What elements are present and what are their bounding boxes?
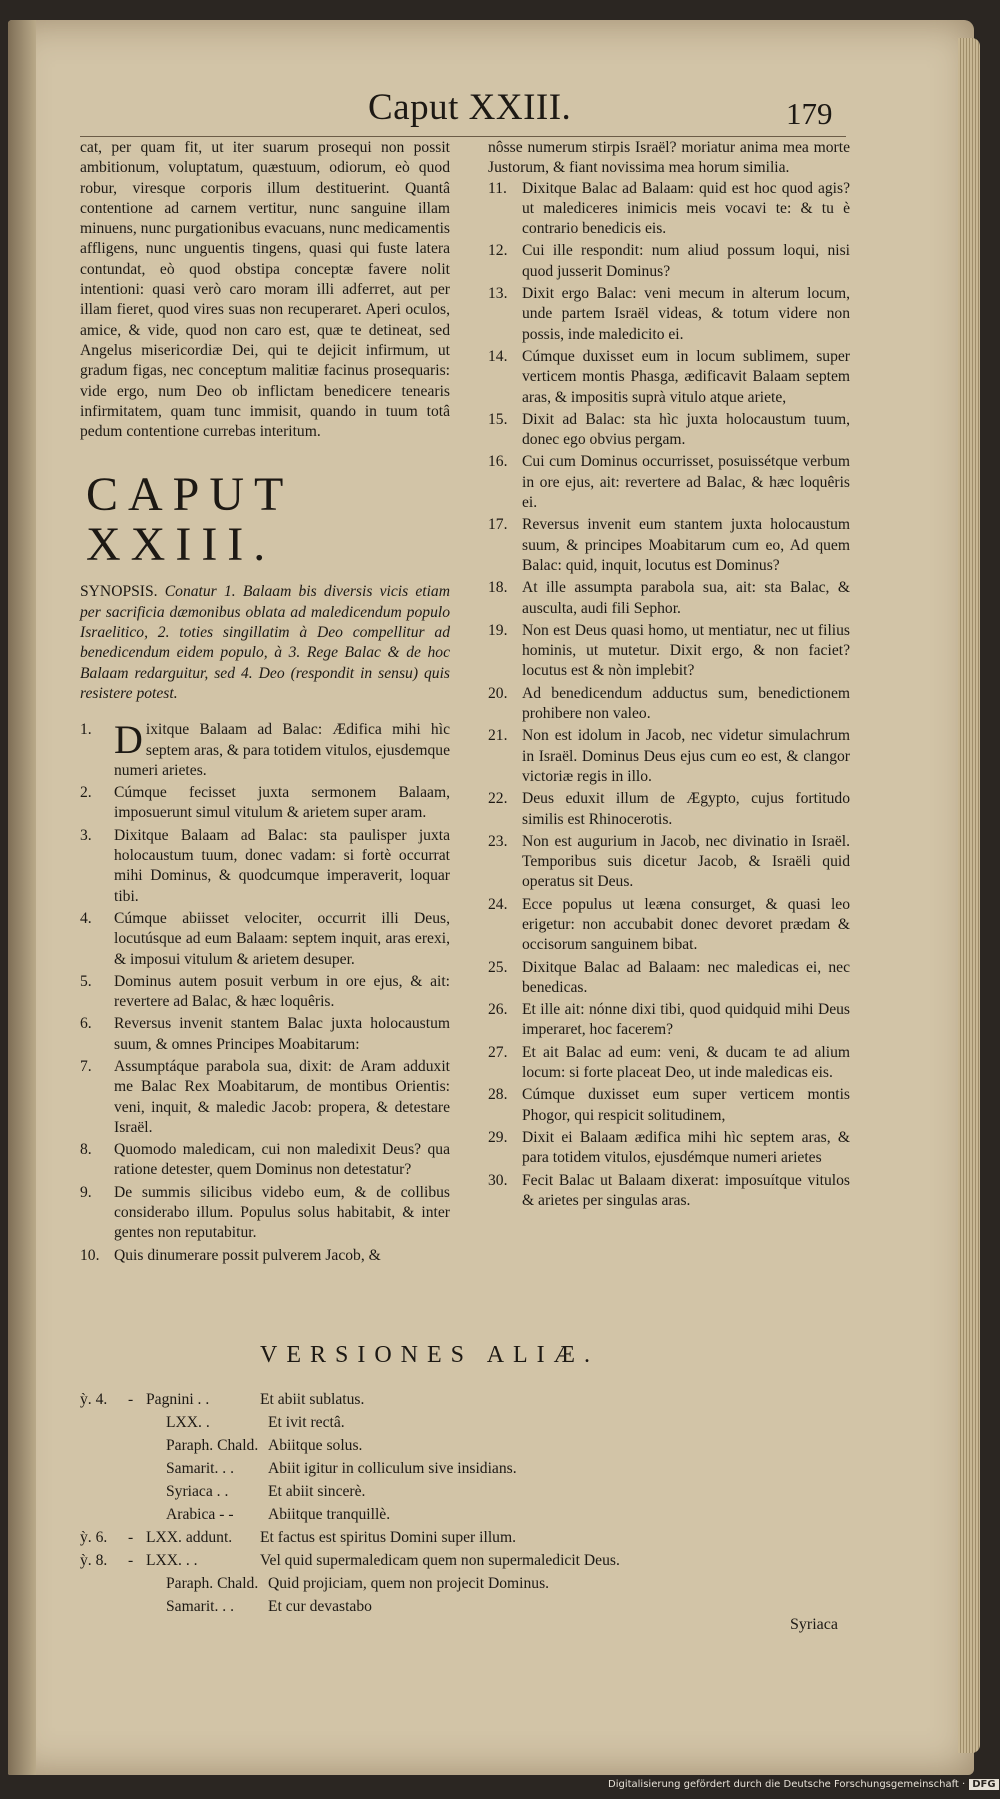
version-verse: ỳ. 4. [80,1391,108,1408]
version-source: Paraph. Chald. [166,1575,259,1592]
version-row [80,1411,860,1434]
version-verse: ỳ. 6. [80,1529,108,1546]
versions-table [80,1388,860,1618]
verse-number: 23. [488,832,508,850]
version-text: Et abiit sublatus. [260,1391,365,1408]
version-row [80,1434,860,1457]
verse-text: Deus eduxit illum de Ægypto, cujus fortitudo similis est Rhinocerotis. [522,790,850,828]
verse-number: 1. [80,721,92,739]
verse [488,1128,850,1169]
verse-text: Dixitque Balaam ad Balac: sta paulisper juxta holocaustum tuum, donec vadam: si fortè occurrat mihi Dominus, & quodcumque imperaverit, loquar tibi. [114,826,450,905]
verse-number: 19. [488,621,508,639]
version-row [80,1549,860,1572]
verse-number: 3. [80,826,92,844]
verse-text: Dixit ei Balaam ædifica mihi hìc septem aras, & para totidem vitulos, ejusdémque numeri arietes [522,1128,850,1167]
version-row [80,1480,860,1503]
verse-number: 24. [488,895,508,913]
verse-text: Cúmque duxisset eum super verticem montis Phogor, qui respicit solitudinem, [522,1086,850,1124]
verse-text: Dixitque Balac ad Balaam: quid est hoc quod agis? ut malediceres inimicis meis vocavi te: & tu è contrario benedicis eis. [522,179,850,238]
verse-number: 28. [488,1086,508,1104]
verse [488,726,850,787]
version-row [80,1572,860,1595]
version-text: Et abiit sincerè. [268,1483,366,1500]
verse [80,1140,450,1181]
version-row [80,1526,860,1549]
verse-text: Cui cum Dominus occurrisset, posuissétque verbum in ore ejus, ait: revertere ad Balac, & hæc loquêris ei. [522,453,850,512]
verse-text: Dixitque Balac ad Balaam: nec maledicas ei, nec benedicas. [522,958,850,996]
verse-text: Quomodo maledicam, cui non maledixit Deus? qua ratione detester, quem Dominus non detestatur? [114,1141,450,1179]
version-text: Quid projiciam, quem non projecit Dominus. [268,1575,550,1592]
verse-number: 5. [80,972,92,990]
verse-number: 7. [80,1057,92,1075]
verse-text: Dominus autem posuit verbum in ore ejus, & ait: revertere ad Balac, & hæc loquêris. [114,972,450,1011]
version-row [80,1388,860,1411]
verse-number: 21. [488,727,508,745]
version-source: LXX. addunt. [146,1529,233,1546]
verse-number: 27. [488,1043,508,1061]
version-dash: - [128,1391,134,1408]
verse-number: 22. [488,790,508,808]
verse-text: Ad benedicendum adductus sum, benedictionem prohibere non valeo. [522,684,850,723]
verse [80,783,450,824]
chapter-heading: CAPUT XXIII. [86,468,293,572]
version-verse: ỳ. 8. [80,1552,108,1569]
verse-number: 16. [488,453,508,471]
verse-text: Non est augurium in Jacob, nec divinatio in Israël. Temporibus suis dicetur Jacob, & Israëli quid operatus sit Deus. [522,832,850,891]
verse-text: Ecce populus ut leæna consurget, & quasi leo erigetur: non accubabit donec devoret prædam & occisorum sanguinem bibat. [522,895,850,954]
verse-text: Cúmque duxisset eum in locum sublimem, super verticem montis Phasga, ædificavit Balaam septem aras, & impositis suprà vitulo atque ariete, [522,347,850,406]
verse [80,972,450,1013]
verse [80,1057,450,1138]
verse-text: De summis silicibus videbo eum, & de collibus considerabo illum. Populus solus habitabit, & inter gentes non reputabitur. [114,1183,450,1242]
verse-number: 9. [80,1183,92,1201]
verse [80,826,450,907]
verse [488,684,850,725]
verse [488,1085,850,1126]
left-column [80,138,450,1268]
right-column [488,138,850,1213]
verse-number: 10. [80,1246,100,1264]
version-row [80,1503,860,1526]
verse-text: Reversus invenit eum stantem juxta holocaustum suum, & principes Moabitarum cum eo, Ad quem Balac: quid, inquit, locutus est Dominus? [522,516,850,574]
page-edges [958,38,980,1753]
dfg-logo: DFG [969,1779,998,1790]
verse-text: Et ait Balac ad eum: veni, & ducam te ad alium locum: si forte placeat Deo, ut inde maledicas eis. [522,1043,850,1082]
verse [488,410,850,451]
version-source: Samarit. . . [166,1460,234,1477]
verse-number: 26. [488,1001,508,1019]
verse-number: 17. [488,516,508,534]
version-dash: - [128,1552,134,1569]
verse-text: ixitque Balaam ad Balac: Ædifica mihi hìc septem aras, & para totidem vitulos, ejusdemque numeri arietes. [114,721,450,779]
verse-text: Dixit ergo Balac: veni mecum in alterum locum, unde partem Israël videas, & totum videre non possis, inde maledicito ei. [522,285,850,343]
verse-text: Cúmque fecisset juxta sermonem Balaam, imposuerunt simul vitulum & arietem super aram. [114,784,450,822]
verse-number: 13. [488,285,508,303]
verse-text: Cúmque abiisset velociter, occurrit illi Deus, locutúsque ad eum Balaam: septem inquit, aras erexi, & imposui vitulum & arietem desuper. [114,909,450,968]
verse-number: 12. [488,242,508,260]
verse-text: Dixit ad Balac: sta hìc juxta holocaustum tuum, donec ego obvius pergam. [522,410,850,449]
version-text: Abiitque solus. [268,1437,363,1454]
verse [80,909,450,970]
version-source: LXX. . [166,1414,210,1431]
verse [80,1014,450,1055]
verse [80,717,450,781]
verse-number: 29. [488,1128,508,1146]
verse [488,832,850,893]
verse-text: Reversus invenit stantem Balac juxta holocaustum suum, & omnes Principes Moabitarum: [114,1015,450,1053]
page-gutter [8,20,36,1775]
verse [488,1000,850,1041]
version-source: Samarit. . . [166,1598,234,1615]
version-row [80,1595,860,1618]
continued-commentary: cat, per quam fit, ut iter suarum prosequi non possit ambitionum, voluptatum, quæstuum, odiorum, eò quod robur, viresque corporis illum destituerint. Quantâ contentione ad carnem vertitur, nunc sanguine illam minuens, nunc purgationibus evacuans, nunc medicamentis affligens, nunc unguentis tingens, quasi qui fuste latera contundat, eò quod obstipa conceptæ favere nolit intentioni: quasi verò caro moram illi adferret, aut per illam fieret, quod vires suas non recuperaret. Aperi oculos, amice, & vide, quod non caro est, quæ te detineat, sed Angelus misericordiæ Dei, qui te dejicit infirmum, ut gradum figas, nec conceptum malitiæ facinus prosequaris: vide ergo, num Deo ob inflictam benedicere tenearis infirmitatem, quam tunc immisit, quando in tuum totâ pedum contentione currebas interitum. [80,139,450,441]
verse [488,515,850,576]
drop-cap: D [114,717,143,763]
verse [488,1043,850,1084]
verse [80,1246,450,1266]
version-text: Et ivit rectâ. [268,1414,345,1431]
running-head-title: Caput XXIII. [368,87,572,128]
verse-text: Assumptáque parabola sua, dixit: de Aram adduxit me Balac Rex Moabitarum, de montibus Orientis: veni, inquit, & maledic Jacob: propera, & detestare Israël. [114,1057,450,1136]
synopsis [80,582,450,704]
version-source: LXX. . . [146,1552,198,1569]
verse-text: Et ille ait: nónne dixi tibi, quod quidquid mihi Deus imperaret, hoc facerem? [522,1001,850,1039]
verse [488,578,850,619]
version-text: Et factus est spiritus Domini super illum. [260,1529,516,1546]
verse-text: Non est Deus quasi homo, ut mentiatur, nec ut filius hominis, ut mutetur. Dixit ergo, & non faciet? locutus est & nòn implebit? [522,621,850,680]
verse-number: 2. [80,784,92,802]
continued-verse: nôsse numerum stirpis Israël? moriatur anima mea morte Justorum, & fiant novissima mea horum similia. [488,139,850,177]
version-dash: - [128,1529,134,1546]
verse-number: 6. [80,1015,92,1033]
verse-number: 8. [80,1141,92,1159]
synopsis-label: SYNOPSIS. [80,583,158,601]
verse-number: 15. [488,410,508,428]
left-verse-list [80,717,450,1266]
verse [488,284,850,345]
verse-text: Cui ille respondit: num aliud possum loqui, nisi quod jusserit Dominus? [522,242,850,280]
verse [488,241,850,282]
verse-number: 20. [488,684,508,702]
verse [80,1183,450,1244]
verse-number: 4. [80,909,92,927]
verse [488,789,850,830]
version-source: Paraph. Chald. [166,1437,259,1454]
verse-number: 30. [488,1171,508,1189]
verse-number: 18. [488,579,508,597]
verse [488,1171,850,1212]
page-number: 179 [786,96,833,131]
verse-number: 25. [488,958,508,976]
verse [488,895,850,956]
header-rule [80,136,846,137]
verse-text: Fecit Balac ut Balaam dixerat: imposuítque vitulos & arietes per singulas aras. [522,1171,850,1209]
verse [488,452,850,513]
verse [488,347,850,408]
version-text: Vel quid supermaledicam quem non supermaledicit Deus. [260,1552,620,1569]
credit-text: Digitalisierung gefördert durch die Deutsche Forschungsgemeinschaft · [608,1779,966,1790]
version-text: Abiit igitur in colliculum sive insidians. [268,1460,517,1477]
verse [488,958,850,999]
verse-text: Quis dinumerare possit pulverem Jacob, & [114,1246,381,1264]
right-verse-list [488,179,850,1212]
verse [488,179,850,240]
version-source: Syriaca . . [166,1483,229,1500]
synopsis-text: Conatur 1. Balaam bis diversis vicis etiam per sacrificia dæmonibus oblata ad maledicendum populo Israelitico, 2. toties singillatim à Deo compellitur ad benedicendum eidem populo, à 3. Rege Balac & de hoc Balaam redarguitur, sed 4. Deo (respondit in sensu) quis resistere potest. [80,583,450,702]
versions-heading: VERSIONES ALIÆ. [260,1342,600,1368]
verse [488,621,850,682]
catchword: Syriaca [790,1616,838,1633]
verse-number: 11. [488,179,507,197]
version-source: Pagnini . . [146,1391,210,1408]
version-text: Abiitque tranquillè. [268,1506,391,1523]
verse-text: At ille assumpta parabola sua, ait: sta Balac, & ausculta, audi fili Sephor. [522,579,850,617]
version-row [80,1457,860,1480]
verse-number: 14. [488,347,508,365]
verse-text: Non est idolum in Jacob, nec videtur simulachrum in Israël. Dominus Deus ejus cum eo est, & clangor victoriæ regis in illo. [522,727,850,785]
digitization-credit [608,1779,999,1790]
version-text: Et cur devastabo [268,1598,372,1615]
version-source: Arabica - - [166,1506,234,1523]
